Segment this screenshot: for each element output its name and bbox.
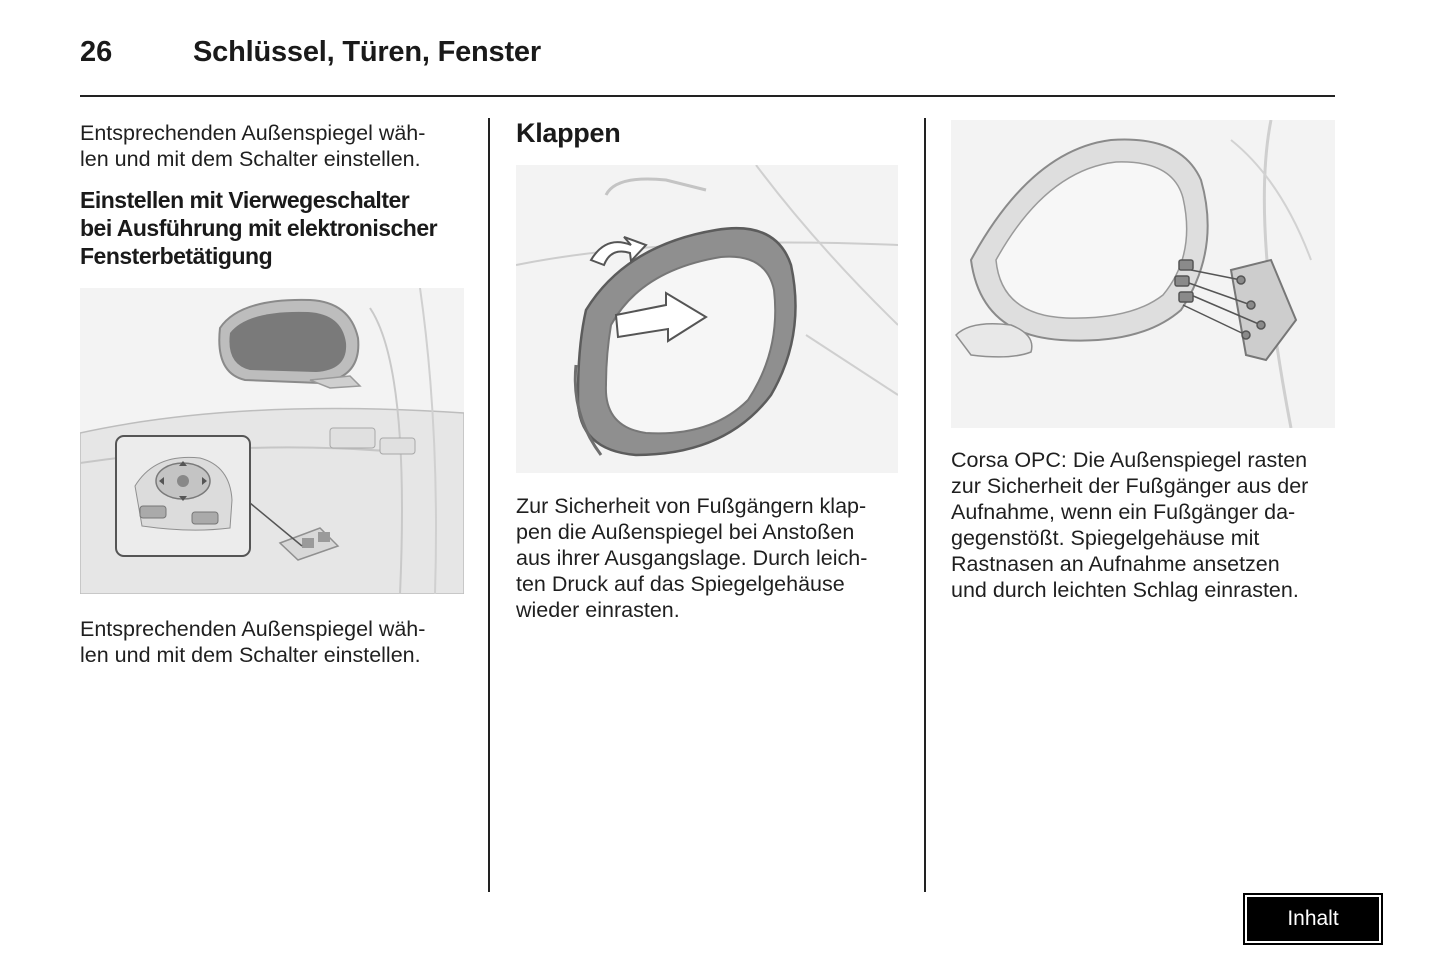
column-left [80,120,475,270]
subheading-four-way-switch: Einstellen mit Vierwegeschalter bei Ausführung mit elektronischer Fensterbetätigung [80,187,438,269]
folding-mirror-illustration [516,165,898,473]
four-way-switch-figure [80,288,464,594]
klappen-paragraph: Zur Sicherheit von Fußgängern klap- pen die Außenspiegel bei Anstoßen aus ihrer Ausgangslage. Durch leich- ten Druck auf das Spiegelgehäuse wieder einrasten. [516,494,868,622]
door-switch-illustration [80,288,464,594]
intro-paragraph: Entsprechenden Außenspiegel wäh- len und mit dem Schalter einstellen. [80,121,426,171]
column-divider-right [924,118,926,892]
chapter-title: Schlüssel, Türen, Fenster [193,36,541,68]
contents-button[interactable]: Inhalt [1245,895,1381,943]
mirror-housing-illustration [951,120,1335,428]
corsa-opc-paragraph: Corsa OPC: Die Außenspiegel rasten zur Sicherheit der Fußgänger aus der Aufnahme, wenn ein Fußgänger da- gegenstößt. Spiegelgehäuse mit Rastnasen an Aufnahme ansetzen und durch leichten Schlag einrasten. [951,448,1309,602]
column-right-text [951,447,1346,603]
column-middle [516,118,906,149]
section-title-klappen: Klappen [516,118,621,148]
column-middle-text [516,493,911,623]
mirror-housing-figure [951,120,1335,428]
paragraph-after-figure: Entsprechenden Außenspiegel wäh- len und mit dem Schalter einstellen. [80,617,426,667]
folding-mirror-figure [516,165,898,473]
column-left-bottom [80,616,475,668]
page-number: 26 [80,36,113,68]
header-divider [80,95,1335,97]
column-divider-left [488,118,490,892]
